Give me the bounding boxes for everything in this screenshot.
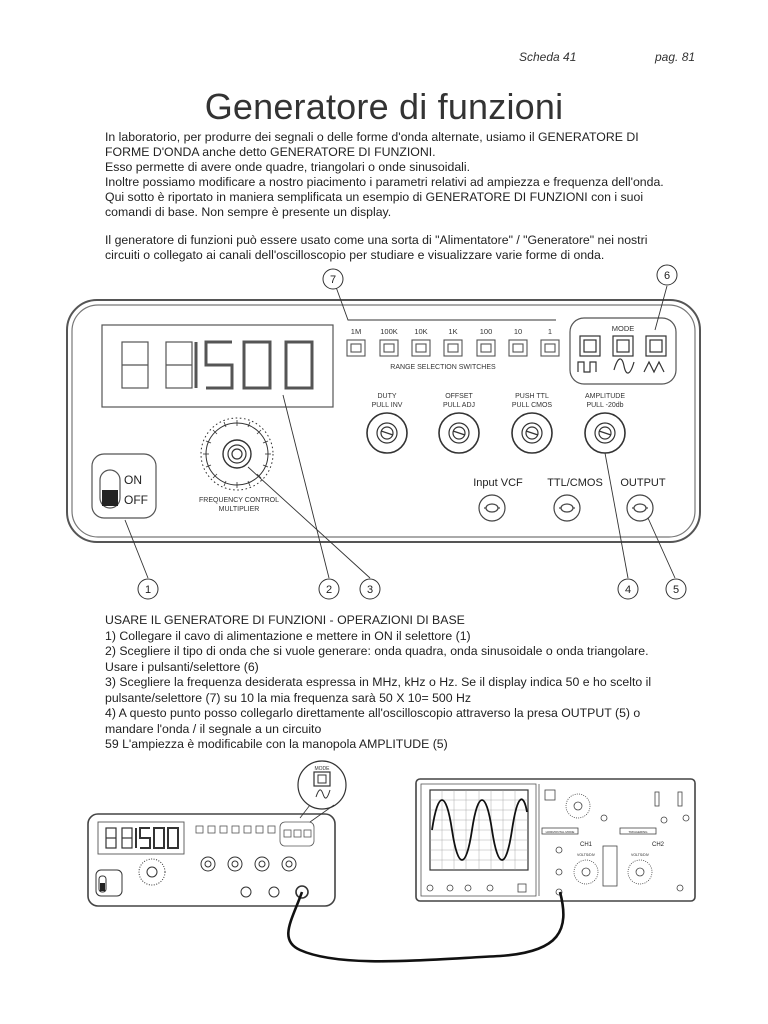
callout-lines bbox=[125, 286, 675, 578]
ttl-cmos-jack[interactable] bbox=[554, 495, 580, 521]
power-switch[interactable] bbox=[100, 470, 120, 508]
square-wave-icon bbox=[578, 362, 596, 372]
mode-button-triangle[interactable] bbox=[646, 336, 666, 356]
knob-duty-label-1: DUTY bbox=[377, 393, 397, 400]
operations-line: 3) Scegliere la frequenza desiderata espressa in MHz, kHz o Hz. Se il display indica 50 e ho scelto il bbox=[105, 675, 652, 689]
operations-line: pulsante/selettore (7) su 10 la mia frequenza sarà 50 X 10= 500 Hz bbox=[105, 690, 472, 705]
range-button-100[interactable] bbox=[477, 340, 495, 356]
operations-line: 4) A questo punto posso collegarlo direttamente all'oscilloscopio attraverso la presa OUTPUT (5) o bbox=[105, 706, 641, 720]
jack-label-ttl-cmos: TTL/CMOS bbox=[547, 477, 603, 489]
knob-offset-label-2: PULL ADJ bbox=[442, 402, 476, 409]
input-vcf-jack[interactable] bbox=[479, 495, 505, 521]
svg-text:6: 6 bbox=[663, 270, 671, 282]
magnifier-mode-label: MODE bbox=[314, 766, 330, 772]
range-button-10K[interactable] bbox=[412, 340, 430, 356]
operations-section bbox=[105, 613, 705, 753]
intro-line: Inoltre possiamo modificare a nostro piacimento i parametri relativi ad ampiezza e frequenza dell'onda. bbox=[105, 175, 664, 189]
display-value-text: 1500 bbox=[0, 0, 3, 1]
svg-text:3: 3 bbox=[366, 584, 374, 596]
mode-button-square[interactable] bbox=[580, 336, 600, 356]
frequency-dial[interactable] bbox=[201, 418, 273, 490]
operations-heading: USARE IL GENERATORE DI FUNZIONI - OPERAZIONI DI BASE bbox=[105, 613, 465, 627]
jack-label-input-vcf: Input VCF bbox=[473, 477, 523, 489]
knob-amplitude-label-2: PULL -20db bbox=[586, 402, 624, 409]
callout-5 bbox=[666, 579, 686, 599]
mode-label: MODE bbox=[611, 324, 635, 333]
dial-ticks bbox=[203, 420, 271, 488]
intro-line: Il generatore di funzioni può essere usato come una sorta di "Alimentatore" / "Generatore" nei nostri bbox=[105, 233, 648, 247]
svg-text:1: 1 bbox=[144, 584, 152, 596]
operations-line: 59 L'ampiezza è modificabile con la manopola AMPLITUDE (5) bbox=[105, 737, 448, 751]
frequency-label-2: MULTIPLIER bbox=[218, 506, 260, 513]
range-label-1M: 1M bbox=[350, 327, 362, 336]
range-button-10[interactable] bbox=[509, 340, 527, 356]
callout-1 bbox=[138, 579, 158, 599]
page-title: Generatore di funzioni bbox=[204, 86, 564, 127]
frequency-label-1: FREQUENCY CONTROL bbox=[199, 497, 279, 504]
horizontal-mode-label: HORIZONTAL MODE bbox=[545, 830, 575, 834]
callout-3 bbox=[360, 579, 380, 599]
range-label-10K: 10K bbox=[414, 327, 428, 336]
triangle-wave-icon bbox=[644, 362, 664, 372]
range-label-100: 100 bbox=[479, 327, 493, 336]
callout-7 bbox=[323, 269, 343, 289]
range-label-1K: 1K bbox=[448, 327, 458, 336]
volts-div-label-2: VOLTS/DIV bbox=[630, 853, 650, 857]
callout-2 bbox=[319, 579, 339, 599]
output-jack[interactable] bbox=[627, 495, 653, 521]
range-selection-label: RANGE SELECTION SWITCHES bbox=[390, 364, 496, 371]
range-label-100K: 100K bbox=[380, 327, 398, 336]
mode-buttons bbox=[578, 336, 666, 373]
range-button-100K[interactable] bbox=[380, 340, 398, 356]
generator-body bbox=[67, 300, 700, 542]
range-label-1: 1 bbox=[547, 327, 553, 336]
intro-paragraph bbox=[105, 130, 705, 220]
range-button-1M[interactable] bbox=[347, 340, 365, 356]
sheet-number: Scheda 41 bbox=[519, 50, 577, 64]
ch1-label: CH1 bbox=[579, 842, 593, 848]
intro-line: Qui sotto è riportato in maniera semplificata un esempio di GENERATORE DI FUNZIONI con i suoi bbox=[105, 190, 644, 204]
knob-ttl-label-2: PULL CMOS bbox=[511, 402, 553, 409]
power-off-label: OFF bbox=[124, 493, 148, 507]
intro-line: In laboratorio, per produrre dei segnali o delle forme d'onda alternate, usiamo il GENERATORE DI bbox=[105, 130, 639, 144]
knob-offset-label-1: OFFSET bbox=[445, 393, 473, 400]
svg-text:7: 7 bbox=[329, 274, 337, 286]
triggering-label: TRIGGERING bbox=[628, 830, 648, 834]
ch2-label: CH2 bbox=[651, 842, 665, 848]
range-button-1[interactable] bbox=[541, 340, 559, 356]
duty-knob[interactable] bbox=[367, 413, 407, 453]
connection-diagram bbox=[0, 755, 768, 985]
mode-button-sine[interactable] bbox=[613, 336, 633, 356]
intro-paragraph-2 bbox=[105, 233, 705, 263]
amplitude-knob[interactable] bbox=[585, 413, 625, 453]
knob-ttl-label-1: PUSH TTL bbox=[515, 393, 549, 400]
ttl-cmos-knob[interactable] bbox=[512, 413, 552, 453]
offset-knob[interactable] bbox=[439, 413, 479, 453]
page-number: pag. 81 bbox=[655, 50, 696, 64]
callout-4 bbox=[618, 579, 638, 599]
svg-text:2: 2 bbox=[325, 584, 333, 596]
operations-line: mandare l'onda / il segnale a un circuito bbox=[105, 721, 322, 736]
sine-wave-icon bbox=[614, 359, 634, 373]
operations-line: Usare i pulsanti/selettore (6) bbox=[105, 659, 259, 674]
connection-cable bbox=[288, 892, 563, 961]
jack-label-output: OUTPUT bbox=[620, 477, 666, 489]
operations-line: 1) Collegare il cavo di alimentazione e mettere in ON il selettore (1) bbox=[105, 628, 471, 643]
intro-line: comandi di base. Non sempre è presente un display. bbox=[105, 205, 392, 219]
intro-line: circuiti o collegato ai canali dell'oscilloscopio per studiare e visualizzare varie forme di onda. bbox=[105, 248, 605, 262]
svg-text:5: 5 bbox=[672, 584, 680, 596]
callout-6 bbox=[657, 265, 677, 285]
knob-duty-label-2: PULL INV bbox=[371, 402, 403, 409]
knob-amplitude-label-1: AMPLITUDE bbox=[584, 393, 626, 400]
seven-segment-display bbox=[122, 342, 312, 388]
range-selection-switches bbox=[351, 327, 552, 336]
intro-line: FORME D'ONDA anche detto GENERATORE DI FUNZIONI. bbox=[105, 145, 436, 159]
range-buttons bbox=[347, 340, 559, 356]
intro-line: Esso permette di avere onde quadre, triangolari o onde sinusoidali. bbox=[105, 160, 471, 174]
sine-trace bbox=[432, 799, 527, 860]
operations-line: 2) Scegliere il tipo di onda che si vuole generare: onda quadra, onda sinusoidale o onda triangolare. bbox=[105, 644, 649, 658]
range-label-10: 10 bbox=[513, 327, 523, 336]
volts-div-label-1: VOLTS/DIV bbox=[576, 853, 596, 857]
power-on-label: ON bbox=[124, 473, 142, 487]
range-button-1K[interactable] bbox=[444, 340, 462, 356]
svg-text:4: 4 bbox=[624, 584, 632, 596]
